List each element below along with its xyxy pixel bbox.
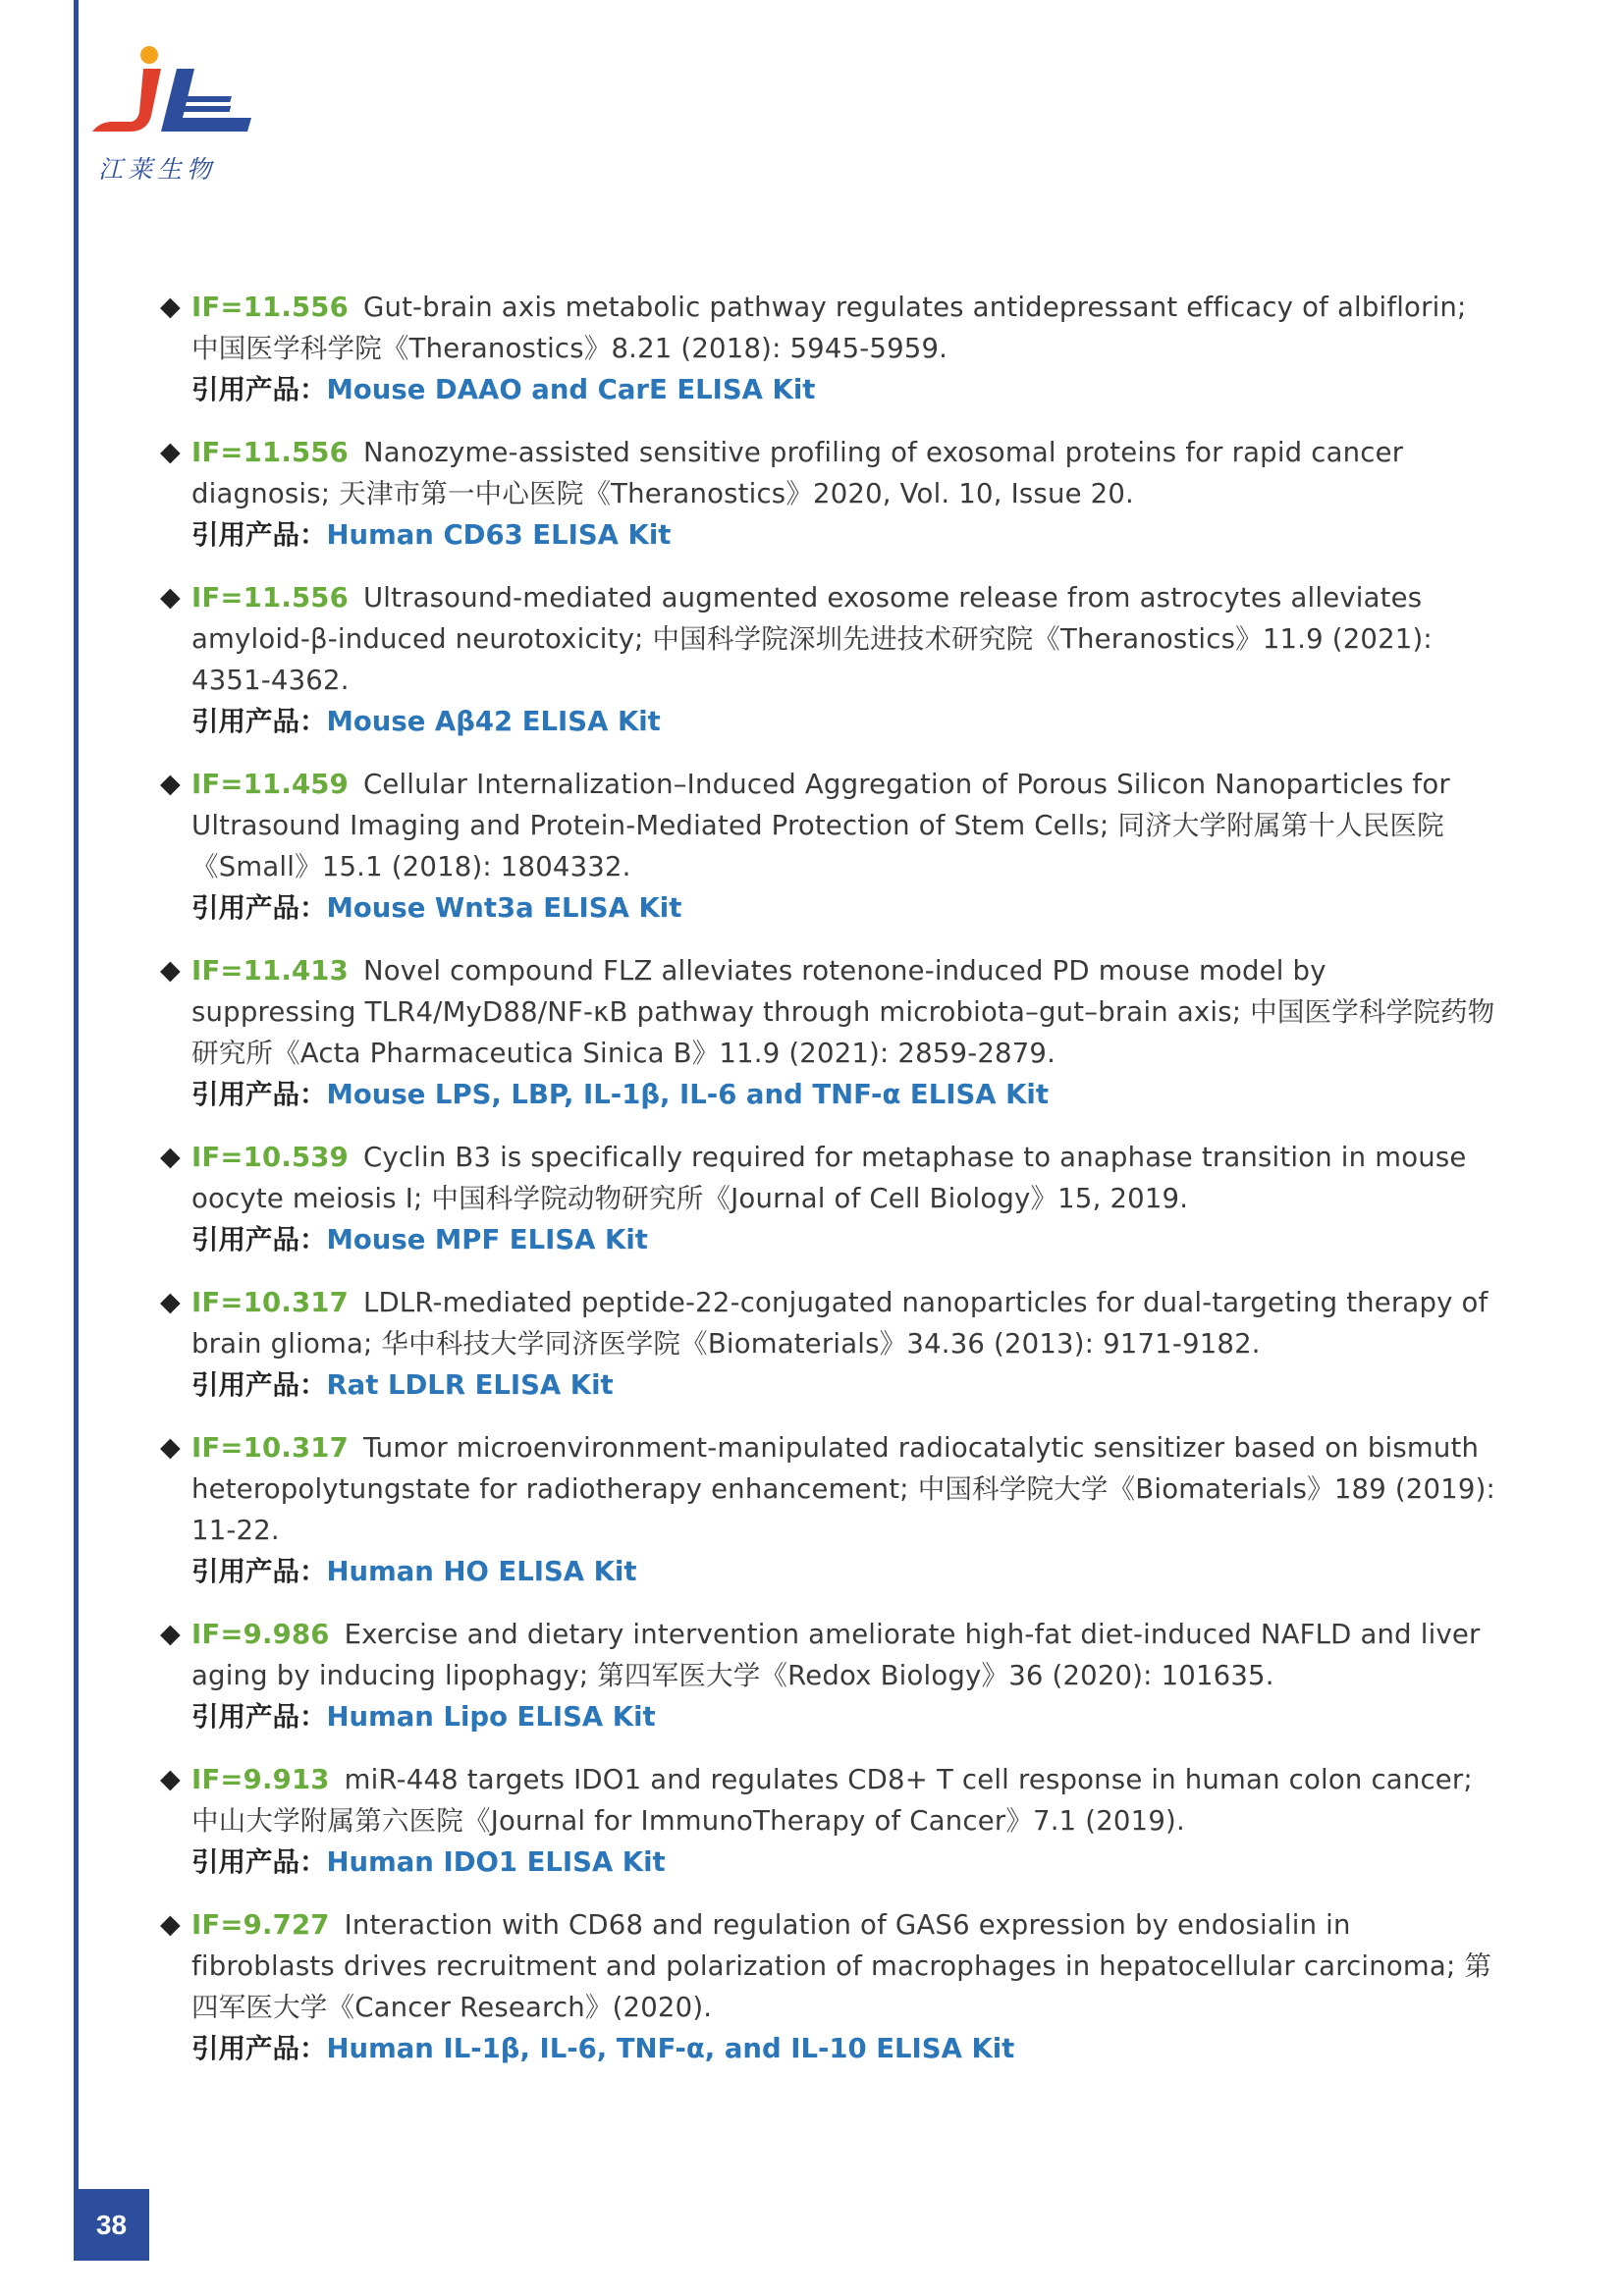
cited-product	[160, 1842, 1495, 1883]
product-label: 引用产品：	[191, 1224, 327, 1255]
product-label: 引用产品：	[191, 519, 327, 551]
impact-factor: IF=11.459	[191, 769, 349, 800]
reference-item	[160, 287, 1495, 410]
product-name: Human HO ELISA Kit	[326, 1556, 637, 1587]
impact-factor: IF=11.556	[191, 292, 349, 323]
diamond-bullet-icon: ◆	[160, 437, 181, 467]
diamond-bullet-icon: ◆	[160, 955, 181, 986]
product-label: 引用产品：	[191, 892, 327, 924]
citation-text: LDLR-mediated peptide-22-conjugated nanoparticles for dual-targeting therapy of brain glioma; 华中科技大学同济医学院《Biomaterials》34.36 (2013): 9171-9182.	[191, 1287, 1489, 1360]
diamond-bullet-icon: ◆	[160, 769, 181, 799]
logo-text: 江莱生物	[98, 155, 217, 184]
product-label: 引用产品：	[191, 1701, 327, 1733]
diamond-bullet-icon: ◆	[160, 1619, 181, 1649]
reference-citation	[160, 1614, 1495, 1696]
product-name: Human CD63 ELISA Kit	[326, 519, 672, 551]
cited-product	[160, 1551, 1495, 1592]
reference-item	[160, 577, 1495, 742]
impact-factor: IF=11.556	[191, 437, 349, 468]
left-margin-bar	[74, 0, 79, 2189]
company-logo	[86, 37, 253, 185]
product-label: 引用产品：	[191, 1079, 327, 1110]
citation-text: Cellular Internalization–Induced Aggregation of Porous Silicon Nanoparticles for Ultrasound Imaging and Protein-Mediated Protection of Stem Cells; 同济大学附属第十人民医院《Small》15.1 (2018): 1804332.	[191, 769, 1450, 882]
citation-text: Interaction with CD68 and regulation of GAS6 expression by endosialin in fibroblasts drives recruitment and polarization of macrophages in hepatocellular carcinoma; 第四军医大学《Cancer Research》(2020).	[191, 1909, 1492, 2023]
citation-text: Gut-brain axis metabolic pathway regulates antidepressant efficacy of albiflorin; 中国医学科学院《Theranostics》8.21 (2018): 5945-5959.	[191, 292, 1467, 364]
diamond-bullet-icon: ◆	[160, 582, 181, 613]
reference-citation	[160, 1427, 1495, 1551]
cited-product	[160, 1696, 1495, 1737]
reference-citation	[160, 1759, 1495, 1842]
product-name: Human IL-1β, IL-6, TNF-α, and IL-10 ELISA Kit	[326, 2033, 1015, 2064]
citation-text: Ultrasound-mediated augmented exosome release from astrocytes alleviates amyloid-β-induced neurotoxicity; 中国科学院深圳先进技术研究院《Theranostics》11.9 (2021): 4351-4362.	[191, 582, 1433, 696]
impact-factor: IF=9.727	[191, 1909, 330, 1941]
reference-item	[160, 950, 1495, 1115]
diamond-bullet-icon: ◆	[160, 1909, 181, 1940]
cited-product	[160, 1219, 1495, 1260]
reference-citation	[160, 432, 1495, 514]
citation-text: miR-448 targets IDO1 and regulates CD8+ T cell response in human colon cancer; 中山大学附属第六医院《Journal for ImmunoTherapy of Cancer》7.1 (2019).	[191, 1764, 1473, 1837]
reference-item	[160, 1282, 1495, 1406]
diamond-bullet-icon: ◆	[160, 1764, 181, 1794]
product-label: 引用产品：	[191, 706, 327, 737]
product-name: Mouse Wnt3a ELISA Kit	[326, 892, 682, 924]
reference-list	[160, 287, 1495, 2091]
product-label: 引用产品：	[191, 1846, 327, 1878]
citation-text: Exercise and dietary intervention ameliorate high-fat diet-induced NAFLD and liver aging by inducing lipophagy; 第四军医大学《Redox Biology》36 (2020): 101635.	[191, 1619, 1481, 1691]
reference-citation	[160, 764, 1495, 887]
product-name: Mouse LPS, LBP, IL-1β, IL-6 and TNF-α ELISA Kit	[326, 1079, 1050, 1110]
product-name: Human IDO1 ELISA Kit	[326, 1846, 666, 1878]
diamond-bullet-icon: ◆	[160, 1142, 181, 1172]
impact-factor: IF=9.986	[191, 1619, 330, 1650]
product-label: 引用产品：	[191, 374, 327, 405]
reference-item	[160, 1614, 1495, 1737]
diamond-bullet-icon: ◆	[160, 1432, 181, 1463]
impact-factor: IF=10.539	[191, 1142, 349, 1173]
citation-text: Nanozyme-assisted sensitive profiling of exosomal proteins for rapid cancer diagnosis; 天津市第一中心医院《Theranostics》2020, Vol. 10, Issue 20.	[191, 437, 1404, 509]
diamond-bullet-icon: ◆	[160, 292, 181, 322]
cited-product	[160, 701, 1495, 742]
cited-product	[160, 1074, 1495, 1115]
reference-citation	[160, 1137, 1495, 1219]
citation-text: Tumor microenvironment-manipulated radiocatalytic sensitizer based on bismuth heteropolytungstate for radiotherapy enhancement; 中国科学院大学《Biomaterials》189 (2019): 11-22.	[191, 1432, 1495, 1546]
product-name: Rat LDLR ELISA Kit	[326, 1369, 614, 1401]
impact-factor: IF=10.317	[191, 1432, 349, 1464]
citation-text: Novel compound FLZ alleviates rotenone-induced PD mouse model by suppressing TLR4/MyD88/NF-κB pathway through microbiota–gut–brain axis; 中国医学科学院药物研究所《Acta Pharmaceutica Sinica B》11.9 (2021): 2859-2879.	[191, 955, 1495, 1069]
impact-factor: IF=10.317	[191, 1287, 349, 1318]
reference-item	[160, 764, 1495, 929]
product-name: Mouse DAAO and CarE ELISA Kit	[326, 374, 816, 405]
diamond-bullet-icon: ◆	[160, 1287, 181, 1317]
product-label: 引用产品：	[191, 1369, 327, 1401]
citation-text: Cyclin B3 is specifically required for metaphase to anaphase transition in mouse oocyte meiosis I; 中国科学院动物研究所《Journal of Cell Biology》15, 2019.	[191, 1142, 1467, 1214]
reference-item	[160, 1759, 1495, 1883]
reference-citation	[160, 577, 1495, 701]
product-name: Mouse Aβ42 ELISA Kit	[326, 706, 661, 737]
cited-product	[160, 369, 1495, 410]
product-name: Mouse MPF ELISA Kit	[326, 1224, 648, 1255]
cited-product	[160, 514, 1495, 556]
reference-item	[160, 1904, 1495, 2069]
reference-item	[160, 1427, 1495, 1592]
reference-citation	[160, 950, 1495, 1074]
reference-item	[160, 432, 1495, 556]
cited-product	[160, 2028, 1495, 2069]
jl-logo-icon	[86, 37, 253, 150]
impact-factor: IF=11.556	[191, 582, 349, 614]
product-name: Human Lipo ELISA Kit	[326, 1701, 656, 1733]
product-label: 引用产品：	[191, 1556, 327, 1587]
cited-product	[160, 887, 1495, 929]
impact-factor: IF=9.913	[191, 1764, 330, 1795]
page-number: 38	[74, 2189, 149, 2261]
reference-citation	[160, 1282, 1495, 1364]
product-label: 引用产品：	[191, 2033, 327, 2064]
impact-factor: IF=11.413	[191, 955, 349, 987]
cited-product	[160, 1364, 1495, 1406]
reference-citation	[160, 1904, 1495, 2028]
reference-item	[160, 1137, 1495, 1260]
reference-citation	[160, 287, 1495, 369]
